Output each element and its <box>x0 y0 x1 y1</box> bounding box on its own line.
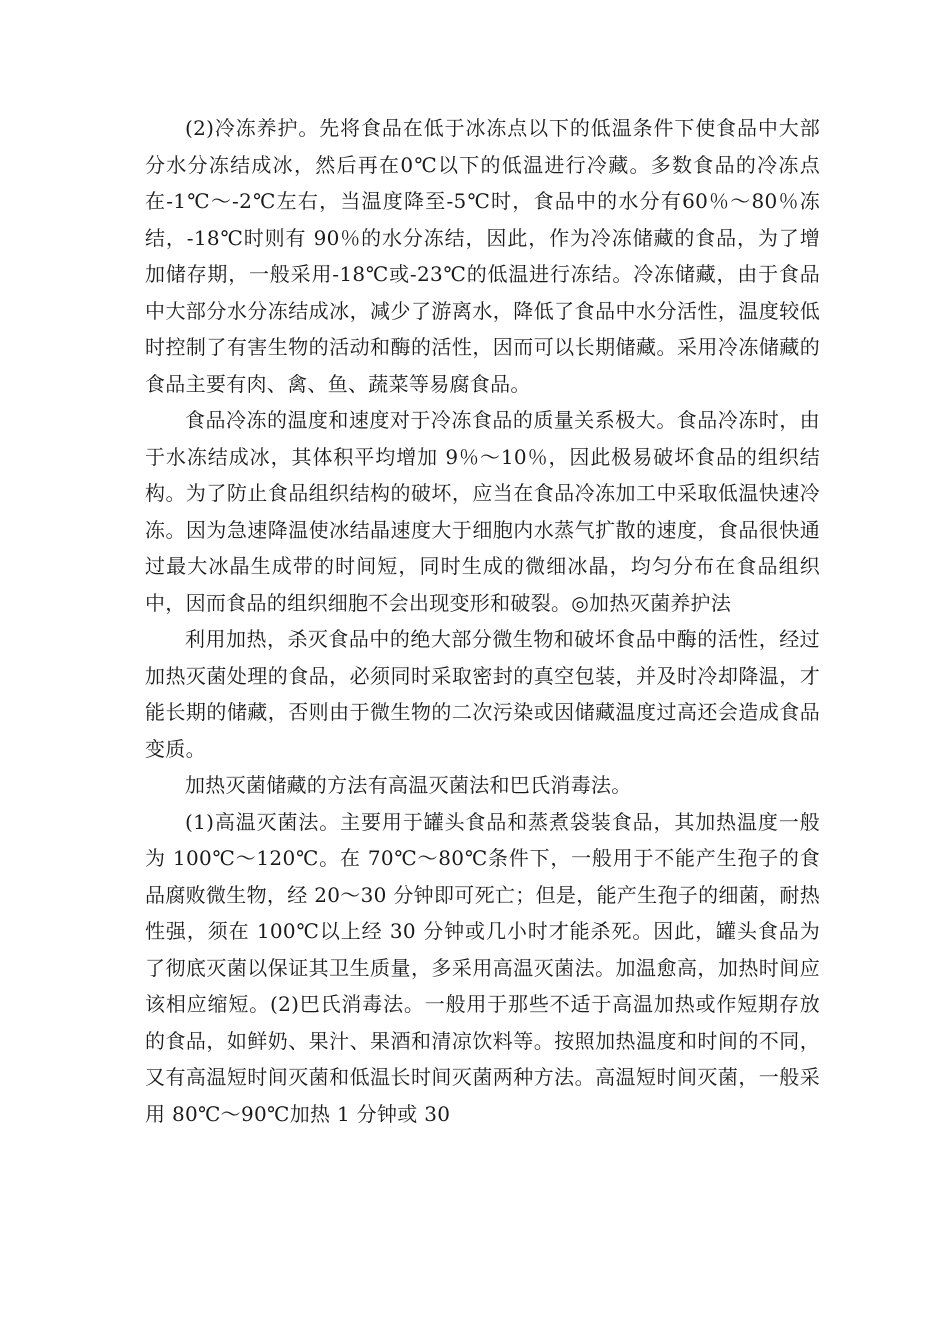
document-page <box>145 110 820 1132</box>
paragraph-heat-sterilization: 利用加热，杀灭食品中的绝大部分微生物和破坏食品中酶的活性，经过加热灭菌处理的食品，必须同时采取密封的真空包装，并及时冷却降温，才能长期的储藏，否则由于微生物的二次污染或因储藏温度过高还会造成食品变质。 <box>145 627 820 761</box>
paragraph-frozen-storage: (2)冷冻养护。先将食品在低于冰冻点以下的低温条件下使食品中大部分水分冻结成冰，然后再在0℃以下的低温进行冷藏。多数食品的冷冻点在-1℃～-2℃左右，当温度降至-5℃时，食品中的水分有60％～80％冻结，-18℃时则有 90％的水分冻结，因此，作为冷冻储藏的食品，为了增加储存期，一般采用-18℃或-23℃的低温进行冻结。冷冻储藏，由于食品中大部分水分冻结成冰，减少了游离水，降低了食品中水分活性，温度较低时控制了有害生物的活动和酶的活性，因而可以长期储藏。采用冷冻储藏的食品主要有肉、禽、鱼、蔬菜等易腐食品。 <box>145 116 820 396</box>
paragraph-sterilization-methods: 加热灭菌储藏的方法有高温灭菌法和巴氏消毒法。 <box>185 773 632 797</box>
paragraph-freezing-speed: 食品冷冻的温度和速度对于冷冻食品的质量关系极大。食品冷冻时，由于水冻结成冰，其体积平均增加 9％～10％，因此极易破坏食品的组织结构。为了防止食品组织结构的破坏，应当在食品冷冻加工中采取低温快速冷冻。因为急速降温使冰结晶速度大于细胞内水蒸气扩散的速度，食品很快通过最大冰晶生成带的时间短，同时生成的微细冰晶，均匀分布在食品组织中，因而食品的组织细胞不会出现变形和破裂。◎加热灭菌养护法 <box>145 408 820 615</box>
paragraph-high-temp-and-pasteurization: (1)高温灭菌法。主要用于罐头食品和蒸煮袋装食品，其加热温度一般为 100℃～120℃。在 70℃～80℃条件下，一般用于不能产生孢子的食品腐败微生物，经 20～30 分钟即可死亡；但是，能产生孢子的细菌，耐热性强，须在 100℃以上经 30 分钟或几小时才能杀死。因此，罐头食品为了彻底灭菌以保证其卫生质量，多采用高温灭菌法。加温愈高，加热时间应该相应缩短。(2)巴氏消毒法。一般用于那些不适于高温加热或作短期存放的食品，如鲜奶、果汁、果酒和清凉饮料等。按照加热温度和时间的不同，又有高温短时间灭菌和低温长时间灭菌两种方法。高温短时间灭菌，一般采用 80℃～90℃加热 1 分钟或 30 <box>145 809 820 1126</box>
